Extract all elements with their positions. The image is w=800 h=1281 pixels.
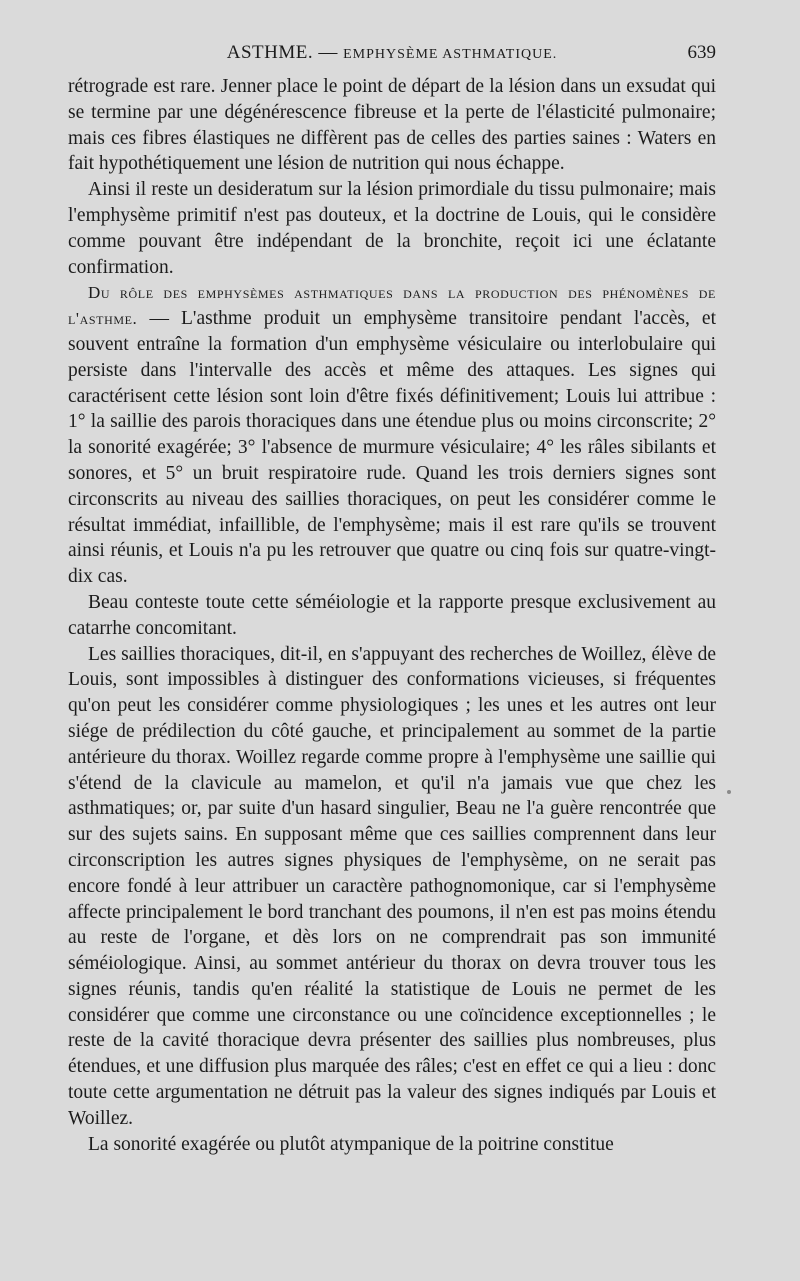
paragraph-3-body: — L'asthme produit un emphysème transitoire pendant l'accès, et souvent entraîne la formation d'un emphysème vésiculaire ou interlobulaire qui persiste dans l'intervalle des accès et même des attaques. Les signes qui caractérisent cette lésion sont loin d'être fixés définitivement; Louis lui attribue : 1° la saillie des parois thoraciques dans une étendue plus ou moins circonscrite; 2° la sonorité exagérée; 3° l'absence de murmure vésiculaire; 4° les râles sibilants et sonores, et 5° un bruit respiratoire rude. Quand les trois derniers signes sont circonscrits au niveau des saillies thoraciques, on peut les considérer comme le résultat immédiat, infaillible, de l'emphysème; mais il est rare qu'ils se trouvent ainsi réunis, et Louis n'a pu les retrouver que quatre ou cinq fois sur quatre-vingt-dix cas. [68,308,716,588]
paragraph-1: rétrograde est rare. Jenner place le point de départ de la lésion dans un exsudat qui se termine par une dégénérescence fibreuse et la perte de l'élasticité pulmonaire; mais ces fibres élastiques ne diffèrent pas de celles des parties saines : Waters en fait hypothétiquement une lésion de nutrition qui nous échappe. [68,76,716,175]
running-title [68,42,716,64]
running-title-dash: — [313,42,344,63]
paragraph-4: Beau conteste toute cette séméiologie et la rapporte presque exclusivement au catarrhe concomitant. [68,591,716,639]
running-title-right: EMPHYSÈME ASTHMATIQUE. [343,47,558,62]
running-title-left: ASTHME. [226,42,314,63]
paragraph-2: Ainsi il reste un desideratum sur la lésion primordiale du tissu pulmonaire; mais l'emphysème primitif n'est pas douteux, et la doctrine de Louis, qui le considère comme pouvant être indépendant de la bronchite, reçoit ici une éclatante confirmation. [68,179,716,278]
paper-speck [727,790,731,794]
paragraph-6: La sonorité exagérée ou plutôt atympanique de la poitrine constitue [88,1133,614,1155]
body-text [68,74,716,1157]
section-heading: Du rôle des emphysèmes asthmatiques dans la production des phénomènes de l'asthme. [68,283,716,329]
page-number: 639 [687,42,716,63]
paragraph-5: Les saillies thoraciques, dit-il, en s'appuyant des recherches de Woillez, élève de Louis, sont impossibles à distinguer des conformations vicieuses, si fréquentes qu'on peut les considérer comme physiologiques ; les unes et les autres ont leur siége de prédilection du côté gauche, et principalement au sommet de la partie antérieure du thorax. Woillez regarde comme propre à l'emphysème une saillie qui s'étend de la clavicule au mamelon, et qu'il n'a jamais vue que chez les asthmatiques; or, par suite d'un hasard singulier, Beau ne l'a guère rencontrée que sur des sujets sains. En supposant même que ces saillies comprennent dans leur circonscription les autres signes physiques de l'emphysème, on ne serait pas encore fondé à leur attribuer un caractère pathognomonique, car si l'emphysème affecte principalement le bord tranchant des poumons, il n'en est pas moins étendu au reste de l'organe, et dès lors on ne comprendrait pas son immunité séméiologique. Ainsi, au sommet antérieur du thorax on devra trouver tous les signes réunis, tandis qu'en réalité la statistique de Louis ne permet de les considérer que comme une circonstance ou une coïncidence exceptionnelles ; le reste de la cavité thoracique devra présenter des saillies plus nombreuses, plus étendues, et une diffusion plus marquée des râles; c'est en effet ce qui a lieu : donc toute cette argumentation ne détruit pas la valeur des signes indiqués par Louis et Woillez. [68,643,716,1129]
paragraph-3 [68,280,716,590]
running-head [68,42,716,68]
